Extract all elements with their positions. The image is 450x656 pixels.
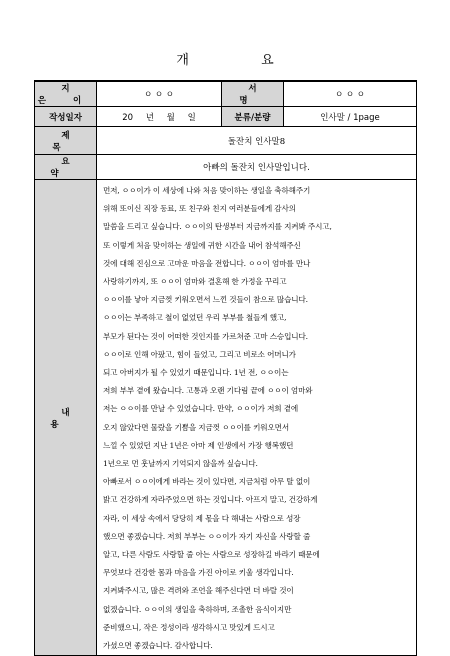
content-line: 저는 ㅇㅇ이를 만날 수 있었습니다. 만약, ㅇㅇ이가 저희 곁에 xyxy=(103,404,299,414)
content-line: 느낄 수 있었던 지난 1년은 아마 제 인생에서 가장 행복했던 xyxy=(103,440,294,450)
content-label: 내 용 xyxy=(35,180,97,656)
category-label: 분류/분량 xyxy=(222,107,284,127)
content-line: ㅇㅇ이로 인해 아팠고, 힘이 들었고, 그리고 비로소 어머니가 xyxy=(103,349,296,359)
document-title: 돌잔치 인사말8 xyxy=(97,127,417,155)
writer-value: ㅇ ㅇ ㅇ xyxy=(284,81,417,107)
content-line: 없겠습니다. ㅇㅇ이의 생일을 축하하며, 조촐한 음식이지만 xyxy=(103,604,292,614)
date-value: 20 년 월 일 xyxy=(97,107,222,127)
content-line: ㅇㅇ이는 부족하고 철이 없었던 우리 부부를 철들게 했고, xyxy=(103,313,287,323)
content-line: 무엇보다 건강한 몸과 마음을 가진 아이로 키울 생각입니다. xyxy=(103,568,294,578)
subject-label: 제 목 xyxy=(35,127,97,155)
content-line: 했으면 좋겠습니다. 저희 부부는 ㅇㅇ이가 자기 자신을 사랑할 줄 xyxy=(103,531,311,541)
content-line: 지켜봐주시고, 많은 격려와 조언을 해주신다면 더 바랄 것이 xyxy=(103,586,294,596)
content-line: ㅇㅇ이를 낳아 지금껏 키워오면서 느낀 것들이 참으로 많습니다. xyxy=(103,295,308,305)
content-body xyxy=(97,180,417,656)
content-line: 오지 않았다면 물랐을 기쁨을 지금껏 ㅇㅇ이를 키워오면서 xyxy=(103,422,290,432)
content-line: 사랑하기까지, 또 ㅇㅇ이 엄마와 결혼해 한 가정을 꾸리고 xyxy=(103,277,287,287)
content-line: 위해 또이신 직장 동료, 또 친구와 친지 여러분들에게 감사의 xyxy=(103,204,296,214)
content-line: 가셨으면 좋겠습니다. 감사합니다. xyxy=(103,641,213,651)
summary-value: 아빠의 돌잔치 인사말입니다. xyxy=(97,155,417,180)
author-label: 지 은 이 xyxy=(35,81,97,107)
content-line: 아빠로서 ㅇㅇ이에게 바라는 것이 있다면, 지금처럼 아무 탈 없이 xyxy=(103,477,311,487)
content-line: 저희 부부 곁에 왔습니다. 고통과 오랜 기다림 끝에 ㅇㅇ이 엄마와 xyxy=(103,386,313,396)
content-lines xyxy=(103,182,412,655)
page-title: 개 요 xyxy=(176,53,308,68)
content-line: 것에 대해 진심으로 고마운 마음을 전합니다. ㅇㅇ이 엄마를 만나 xyxy=(103,258,311,268)
content-line: 부모가 된다는 것이 어떠한 것인지를 가르쳐준 고마 스승입니다. xyxy=(103,331,308,341)
category-value: 인사말 / 1page xyxy=(284,107,417,127)
content-line: 알고, 다른 사람도 사랑할 줄 아는 사람으로 성장하길 바라기 때문에 xyxy=(103,550,320,560)
content-line: 말씀을 드리고 싶습니다. ㅇㅇ이의 탄생부터 지금까지를 지켜봐 주시고, xyxy=(103,222,332,232)
content-line: 되고 아버지가 될 수 있었기 때문입니다. 1년 전, ㅇㅇ이는 xyxy=(103,368,289,378)
author-value: ㅇ ㅇ ㅇ xyxy=(97,81,222,107)
date-label: 작성일자 xyxy=(35,107,97,127)
content-line: 1년으로 먼 훗날까지 기억되지 않을까 싶습니다. xyxy=(103,459,258,469)
content-line: 밝고 건강하게 자라주었으면 하는 것입니다. 아프지 말고, 건강하게 xyxy=(103,495,318,505)
content-line: 자라, 이 세상 속에서 당당히 제 몫을 다 해내는 사람으로 성장 xyxy=(103,513,301,523)
content-line: 먼저, ㅇㅇ이가 이 세상에 나와 처음 맞이하는 생일을 축하해주기 xyxy=(103,186,311,195)
summary-form-table xyxy=(34,80,417,656)
content-line: 준비했으니, 작은 정성이라 생각하시고 맛있게 드시고 xyxy=(103,622,275,632)
summary-label: 요 약 xyxy=(35,155,97,180)
content-line: 또 이렇게 처음 맞이하는 생일에 귀한 시간을 내어 참석해주신 xyxy=(103,240,301,250)
writer-label: 서 명 xyxy=(222,81,284,107)
